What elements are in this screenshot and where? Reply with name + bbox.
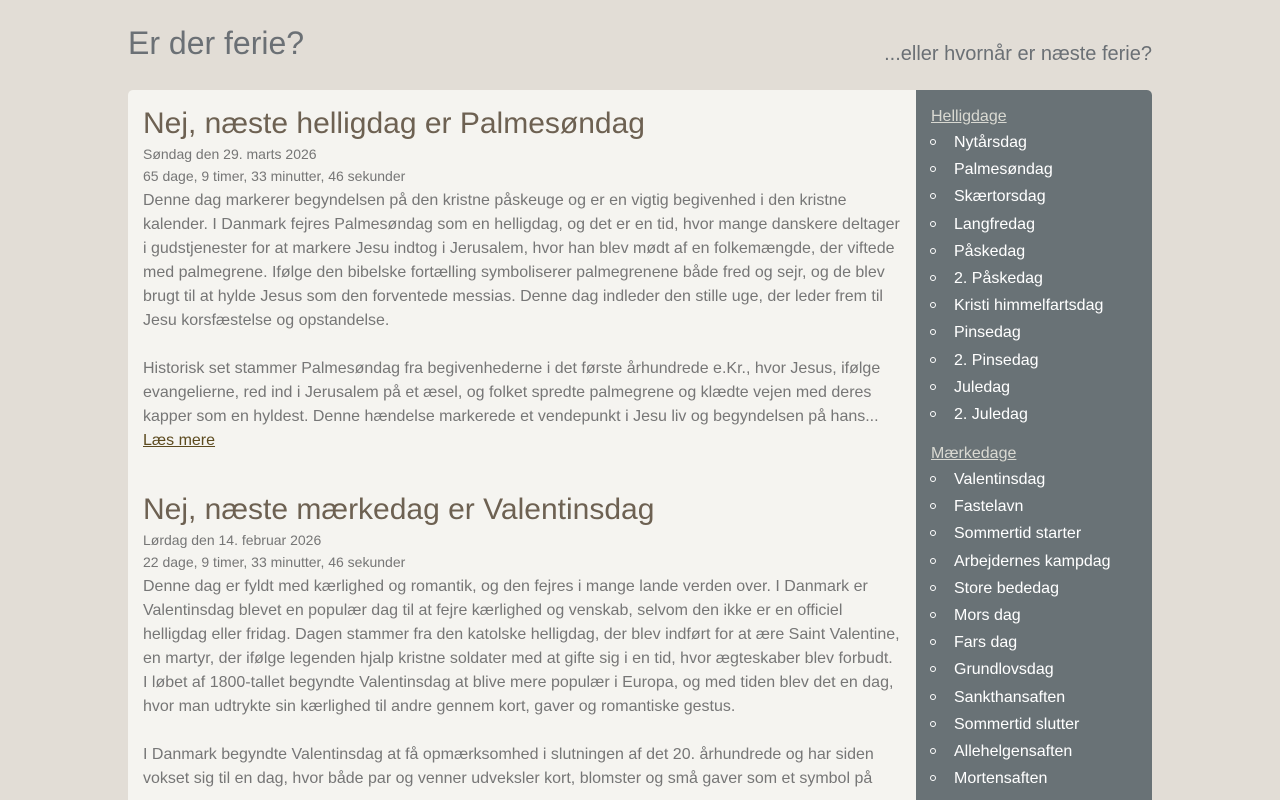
sidebar-item-grundlovsdag[interactable]: Grundlovsdag bbox=[916, 656, 1152, 683]
sidebar-item-kristi-himmelfartsdag[interactable]: Kristi himmelfartsdag bbox=[916, 292, 1152, 319]
article-paragraph: I Danmark begyndte Valentinsdag at få opmærksomhed i slutningen af det 20. århundrede og har siden vokset sig til en dag, hvor både par og venner udveksler kort, blomster og små gaver som et symbol på bbox=[143, 746, 874, 787]
sidebar-item-langfredag[interactable]: Langfredag bbox=[916, 211, 1152, 238]
article-countdown: 65 dage, 9 timer, 33 minutter, 46 sekunder bbox=[143, 168, 406, 184]
site-title[interactable]: Er der ferie? bbox=[128, 25, 305, 61]
sidebar-section-title[interactable]: Helligdage bbox=[931, 108, 1007, 125]
sidebar-section-title[interactable]: Mærkedage bbox=[931, 445, 1017, 463]
content-panel bbox=[128, 90, 1152, 800]
holiday-list bbox=[916, 129, 1152, 428]
page-wrapper bbox=[128, 0, 1152, 800]
sidebar-item-palmesoendag[interactable]: Palmesøndag bbox=[916, 156, 1152, 183]
article-heading: Nej, næste helligdag er Palmesøndag bbox=[143, 107, 645, 140]
sidebar-item-sommertid-slutter[interactable]: Sommertid slutter bbox=[916, 711, 1152, 738]
read-more-link[interactable]: Læs mere bbox=[143, 432, 216, 449]
sidebar-item-skaertorsdag[interactable]: Skærtorsdag bbox=[916, 183, 1152, 210]
sidebar-item-fars-dag[interactable]: Fars dag bbox=[916, 629, 1152, 656]
sidebar-item-juledag[interactable]: Juledag bbox=[916, 374, 1152, 401]
sidebar-section-helligdage bbox=[916, 90, 1152, 428]
article-paragraph: Denne dag er fyldt med kærlighed og romantik, og den fejres i mange lande verden over. I Danmark er Valentinsdag blevet en populær dag til at fejre kærlighed og venskab, selvom den ikke er en officiel helligdag eller fridag. Dagen stammer fra den katolske helligdag, der blev indført for at ære Saint Valentine, en martyr, der ifølge legenden hjalp kristne soldater med at gifte sig i en tid, hvor ægteskaber blev forbudt. I løbet af 1800-tallet begyndte Valentinsdag at blive mere populær i Europa, og med tiden blev det en dag, hvor man udtrykte sin kærlighed til andre gennem kort, gaver og romantiske gestus. bbox=[143, 578, 900, 715]
sidebar-item-sommertid-starter[interactable]: Sommertid starter bbox=[916, 520, 1152, 547]
observance-list bbox=[916, 466, 1152, 792]
article-paragraph: Historisk set stammer Palmesøndag fra begivenhederne i det første århundrede e.Kr., hvor Jesus, ifølge evangelierne, red ind i Jerusalem på et æsel, og folket spredte palmegrene og klædte vejen med deres kapper som en hyldest. Denne hændelse markerede et vendepunkt i Jesu liv og begyndelsen på hans... bbox=[143, 360, 881, 425]
sidebar-item-sankthansaften[interactable]: Sankthansaften bbox=[916, 684, 1152, 711]
sidebar-item-arbejdernes-kampdag[interactable]: Arbejdernes kampdag bbox=[916, 548, 1152, 575]
sidebar-item-2-paaskedag[interactable]: 2. Påskedag bbox=[916, 265, 1152, 292]
sidebar-item-2-pinsedag[interactable]: 2. Pinsedag bbox=[916, 347, 1152, 374]
article-date: Lørdag den 14. februar 2026 bbox=[143, 532, 322, 548]
article-countdown: 22 dage, 9 timer, 33 minutter, 46 sekunder bbox=[143, 554, 406, 570]
sidebar-item-pinsedag[interactable]: Pinsedag bbox=[916, 319, 1152, 346]
sidebar-item-allehelgensaften[interactable]: Allehelgensaften bbox=[916, 738, 1152, 765]
sidebar-item-paaskedag[interactable]: Påskedag bbox=[916, 238, 1152, 265]
sidebar bbox=[916, 90, 1152, 800]
article-heading: Nej, næste mærkedag er Valentinsdag bbox=[143, 493, 655, 526]
sidebar-item-mors-dag[interactable]: Mors dag bbox=[916, 602, 1152, 629]
sidebar-item-valentinsdag[interactable]: Valentinsdag bbox=[916, 466, 1152, 493]
sidebar-item-nytaarsdag[interactable]: Nytårsdag bbox=[916, 129, 1152, 156]
sidebar-item-mortensaften[interactable]: Mortensaften bbox=[916, 765, 1152, 792]
next-holiday-article bbox=[143, 90, 901, 453]
sidebar-item-fastelavn[interactable]: Fastelavn bbox=[916, 493, 1152, 520]
sidebar-item-2-juledag[interactable]: 2. Juledag bbox=[916, 401, 1152, 428]
sidebar-item-store-bededag[interactable]: Store bededag bbox=[916, 575, 1152, 602]
article-paragraph: Denne dag markerer begyndelsen på den kristne påskeuge og er en vigtig begivenhed i den kristne kalender. I Danmark fejres Palmesøndag som en helligdag, og det er en tid, hvor mange danskere deltager i gudstjenester for at markere Jesu indtog i Jerusalem, hvor han blev mødt af en folkemængde, der viftede med palmegrene. Ifølge den bibelske fortælling symboliserer palmegrenene både fred og sejr, og de blev brugt til at hylde Jesus som den forventede messias. Denne dag indleder den stille uge, der leder frem til Jesu korsfæstelse og opstandelse. bbox=[143, 192, 900, 329]
article-date: Søndag den 29. marts 2026 bbox=[143, 146, 317, 162]
main-content bbox=[128, 90, 916, 800]
next-observance-article bbox=[143, 492, 901, 791]
site-tagline: ...eller hvornår er næste ferie? bbox=[884, 43, 1152, 65]
sidebar-section-maerkedage bbox=[916, 428, 1152, 792]
